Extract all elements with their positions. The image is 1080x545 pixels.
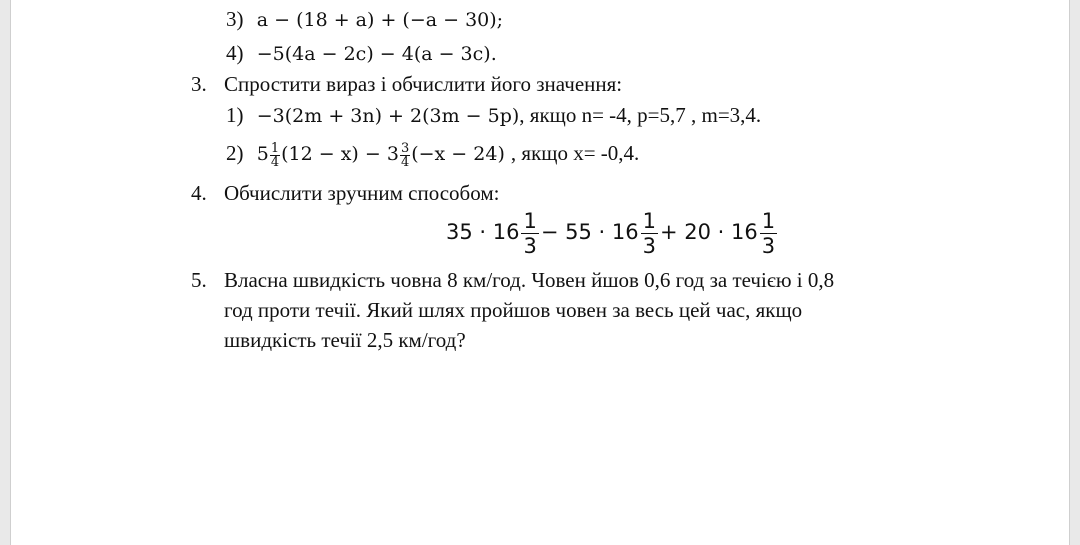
- numerator: 3: [400, 140, 410, 156]
- task-3-heading: [191, 71, 622, 97]
- item-marker: 3): [226, 7, 244, 31]
- term-3: + 20 · 16: [659, 220, 758, 244]
- expression: −3(2m + 3n) + 2(3m − 5p): [256, 105, 520, 127]
- denominator: 4: [400, 154, 410, 170]
- numerator: 1: [761, 208, 776, 233]
- item-marker: 2): [226, 141, 244, 165]
- exercise-line-4: [226, 40, 497, 67]
- expr-middle: (12 − x) − 3: [281, 143, 399, 165]
- fraction: [521, 209, 538, 258]
- fraction: [641, 209, 658, 258]
- numerator: 1: [523, 208, 537, 233]
- task-3-item-1: [226, 102, 761, 129]
- item-marker: 4): [226, 41, 244, 65]
- task-4-expression: [446, 208, 779, 258]
- task-text: Спростити вираз і обчислити його значення:: [224, 72, 623, 96]
- denominator: 4: [270, 154, 280, 170]
- term-2: − 55 · 16: [540, 220, 639, 244]
- fraction: [400, 142, 410, 169]
- whole-part: 5: [256, 143, 269, 165]
- task-number: 3.: [191, 72, 207, 96]
- exercise-line-3: [226, 6, 503, 33]
- term-1: 35 · 16: [446, 220, 520, 244]
- denominator: 3: [523, 233, 537, 258]
- task-5-line-2: [224, 297, 802, 323]
- fraction: [760, 209, 777, 258]
- task-4-heading: [191, 180, 499, 206]
- task-text: Власна швидкість човна 8 км/год. Човен йшов 0,6 год за течією і 0,8: [224, 268, 835, 292]
- task-text: год проти течії. Який шлях пройшов човен за весь цей час, якщо: [224, 298, 803, 322]
- denominator: 3: [761, 233, 776, 258]
- expression: a − (18 + a) + (−a − 30);: [256, 9, 504, 31]
- item-marker: 1): [226, 103, 244, 127]
- expr-end: (−x − 24): [411, 143, 505, 165]
- task-number: 4.: [191, 181, 207, 205]
- task-text: швидкість течії 2,5 км/год?: [224, 328, 466, 352]
- task-number: 5.: [191, 268, 207, 292]
- task-5-line-3: [224, 327, 466, 353]
- numerator: 1: [642, 208, 656, 233]
- denominator: 3: [642, 233, 656, 258]
- task-3-item-2: [226, 140, 639, 169]
- task-text: Обчислити зручним способом:: [224, 181, 500, 205]
- expression: [256, 140, 511, 170]
- expression: −5(4a − 2c) − 4(a − 3c).: [256, 43, 497, 65]
- numerator: 1: [270, 140, 280, 156]
- document-page: [10, 0, 1070, 545]
- fraction: [270, 142, 280, 169]
- condition: , якщо n= -4, p=5,7 , m=3,4.: [519, 103, 762, 127]
- condition: , якщо x= -0,4.: [510, 141, 640, 165]
- task-5-line-1: [191, 267, 834, 293]
